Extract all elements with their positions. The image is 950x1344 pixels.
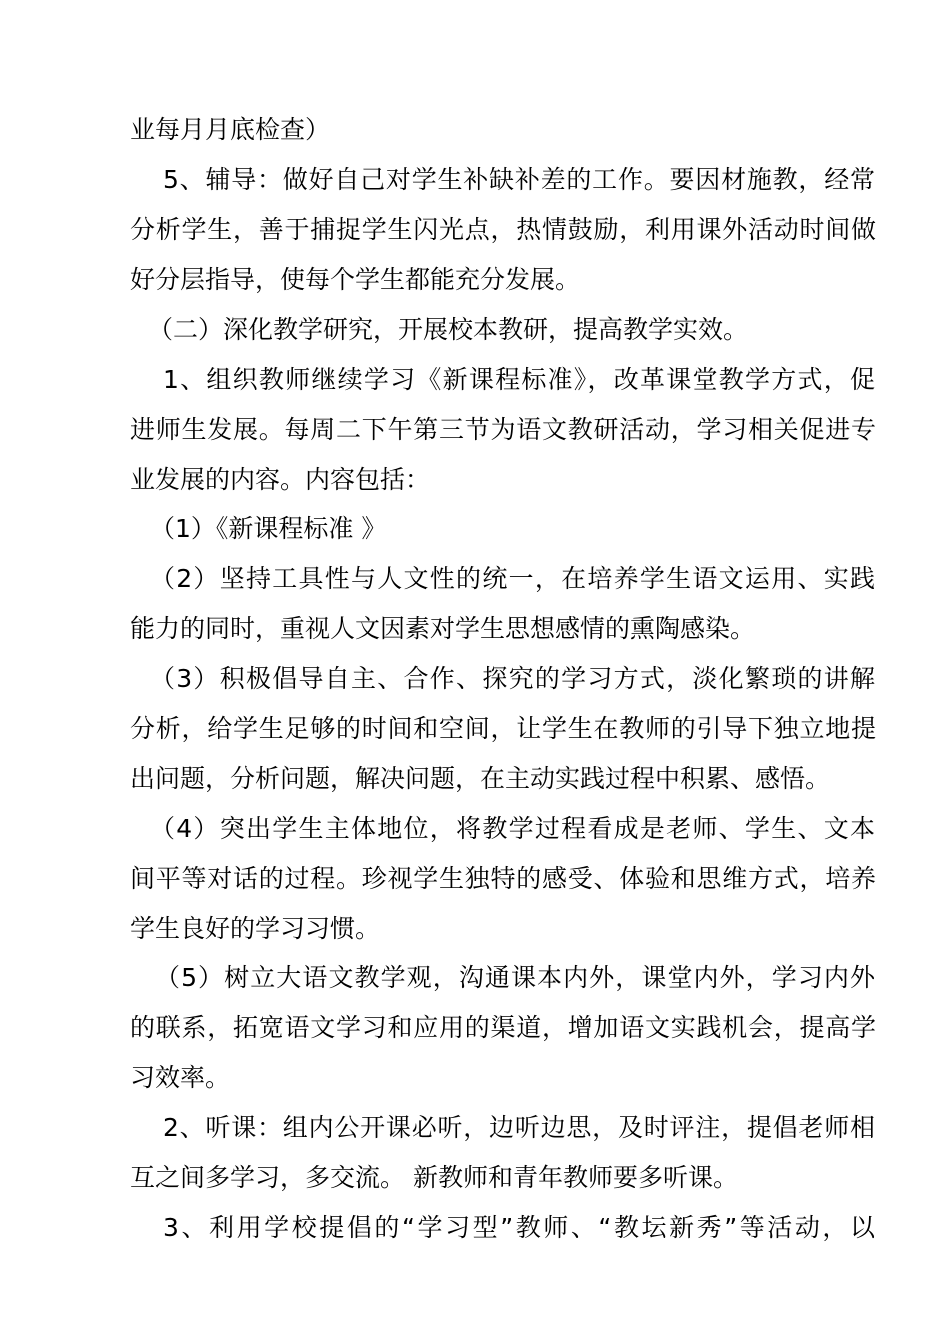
text-line: 能力的同时，重视人文因素对学生思想感情的熏陶感染。: [130, 614, 756, 643]
text-line: 出问题，分析问题，解决问题，在主动实践过程中积累、感悟。: [130, 764, 831, 793]
text-line: （3）积极倡导自主、合作、探究的学习方式，淡化繁琐的讲解: [150, 664, 875, 693]
text-line: 5、辅导：做好自己对学生补缺补差的工作。要因材施教，经常: [163, 165, 875, 194]
text-line: 进师生发展。每周二下午第三节为语文教研活动，学习相关促进专: [130, 415, 876, 444]
text-line: 分析学生，善于捕捉学生闪光点，热情鼓励，利用课外活动时间做: [130, 215, 876, 244]
text-line: 间平等对话的过程。珍视学生独特的感受、体验和思维方式，培养: [130, 864, 876, 893]
text-line: 学生良好的学习习惯。: [130, 914, 381, 943]
text-line: 3、利用学校提倡的“学习型”教师、“教坛新秀”等活动，以: [163, 1213, 875, 1242]
text-line: （4）突出学生主体地位，将教学过程看成是老师、学生、文本: [150, 814, 875, 843]
text-line: 的联系，拓宽语文学习和应用的渠道，增加语文实践机会，提高学: [130, 1013, 876, 1042]
text-line: 好分层指导，使每个学生都能充分发展。: [130, 265, 581, 294]
text-line: 1、组织教师继续学习《新课程标准》，改革课堂教学方式，促: [163, 365, 875, 394]
text-line: 习效率。: [130, 1063, 231, 1092]
text-line: 2、听课：组内公开课必听，边听边思，及时评注，提倡老师相: [163, 1113, 875, 1142]
text-line: 互之间多学习，多交流。 新教师和青年教师要多听课。: [130, 1163, 738, 1192]
text-line: 分析，给学生足够的时间和空间，让学生在教师的引导下独立地提: [130, 714, 876, 743]
text-line: （5）树立大语文教学观，沟通课本内外，课堂内外，学习内外: [155, 963, 875, 992]
text-line: 业每月月底检查）: [130, 115, 331, 144]
text-line: 业发展的内容。内容包括：: [130, 465, 431, 494]
text-line: （1）《新课程标准 》: [150, 514, 387, 543]
text-line: （2）坚持工具性与人文性的统一，在培养学生语文运用、实践: [150, 564, 875, 593]
section-heading: （二）深化教学研究，开展校本教研，提高教学实效。: [148, 315, 749, 344]
